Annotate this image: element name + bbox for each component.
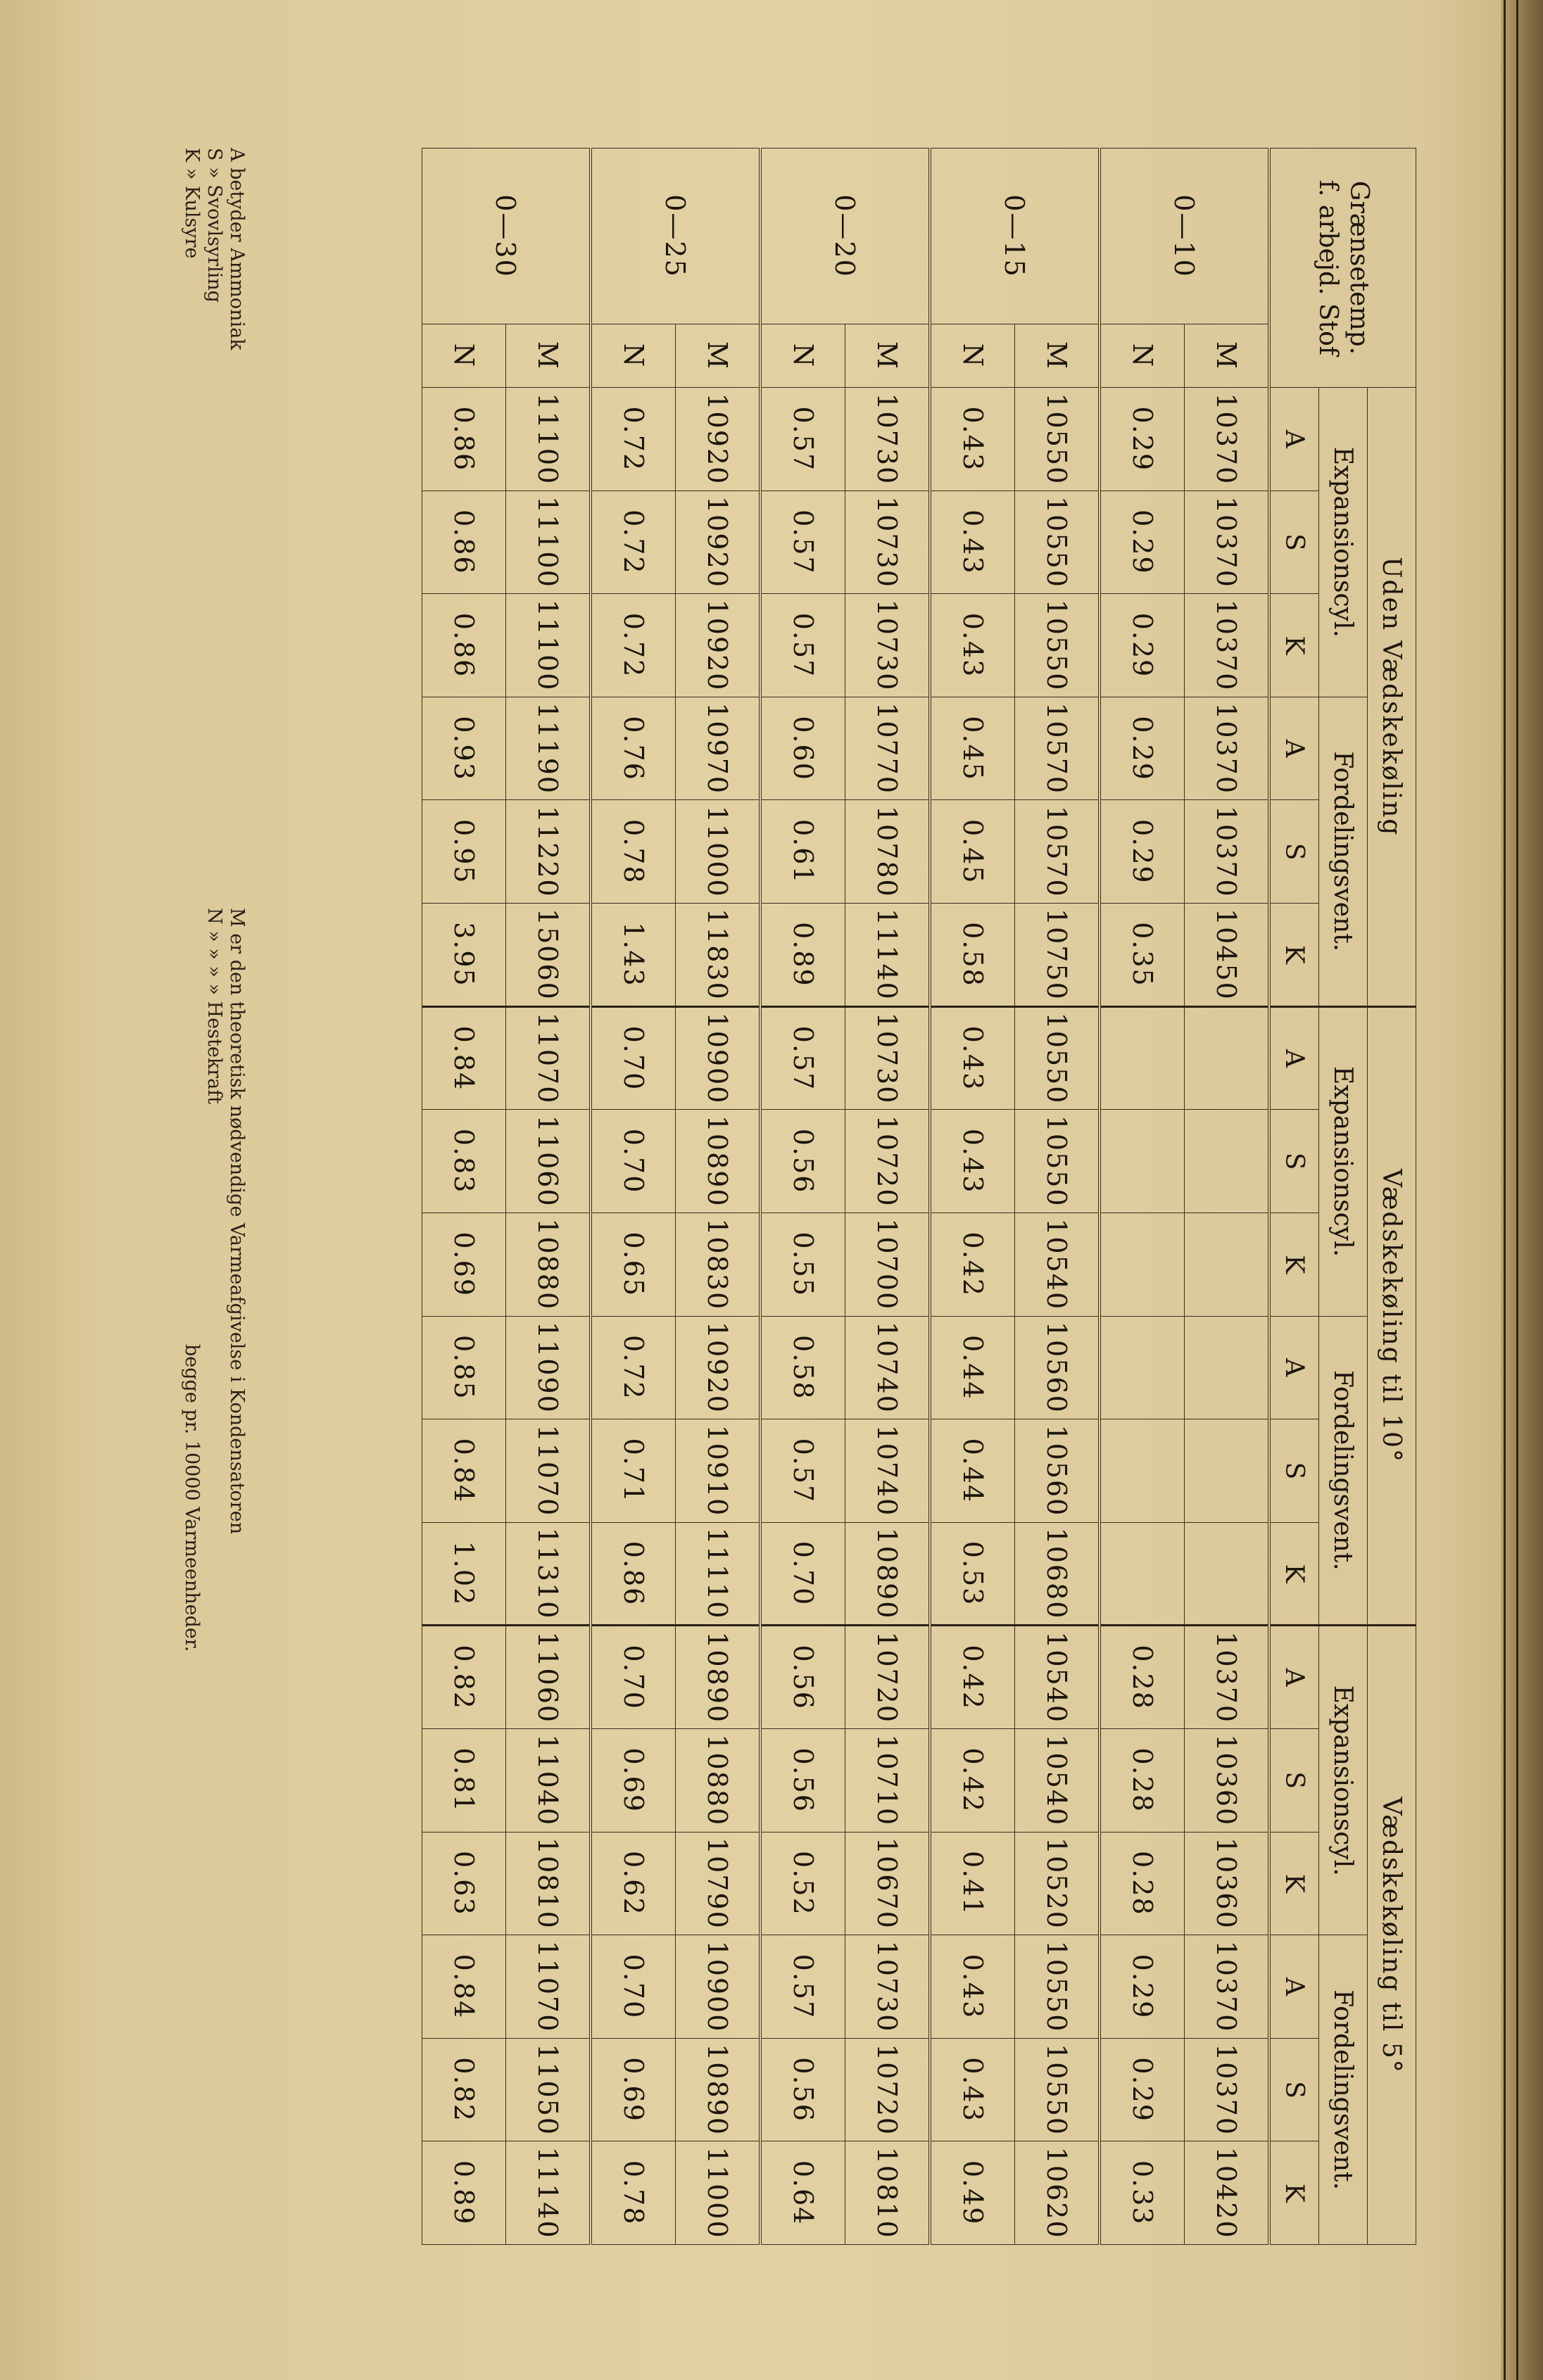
table-cell: 10730 <box>845 388 931 491</box>
table-cell: 0.43 <box>930 490 1015 594</box>
table-cell: 0.33 <box>1100 2141 1185 2245</box>
table-cell: 10740 <box>845 1419 931 1523</box>
table-cell: 0.43 <box>930 1006 1015 1110</box>
column-header: A <box>1269 697 1319 800</box>
row-type: M <box>1015 324 1100 388</box>
table-cell: 10880 <box>506 1213 591 1316</box>
table-cell: 10730 <box>845 1935 931 2039</box>
row-type: M <box>1185 324 1270 388</box>
table-cell: 10370 <box>1185 800 1270 904</box>
row-type: N <box>930 324 1015 388</box>
table-cell: 11060 <box>506 1110 591 1213</box>
table-cell: 10570 <box>1015 800 1100 904</box>
table-cell: 0.89 <box>760 904 845 1007</box>
table-cell: 10560 <box>1015 1316 1100 1419</box>
table-cell: 0.72 <box>591 594 676 697</box>
table-cell: 0.57 <box>760 1935 845 2039</box>
table-cell: 10620 <box>1015 2141 1100 2245</box>
table-cell: 0.44 <box>930 1419 1015 1523</box>
table-cell <box>1185 1522 1270 1626</box>
refrigeration-table <box>422 148 1416 2245</box>
table-cell: 0.57 <box>760 1419 845 1523</box>
table-cell: 0.70 <box>591 1626 676 1729</box>
corner-line: Grænsetemp. <box>1344 180 1373 355</box>
section-title: Uden Vædskekøling <box>1368 388 1416 1007</box>
legend-line: K » Kulsyre <box>181 148 203 259</box>
table-cell: 0.43 <box>930 2038 1015 2141</box>
table-row <box>845 148 931 2245</box>
table-cell: 0.42 <box>930 1626 1015 1729</box>
table-cell: 0.69 <box>591 1728 676 1832</box>
table-cell: 0.86 <box>591 1522 676 1626</box>
header-row-groups <box>1319 148 1368 2245</box>
table-cell: 0.84 <box>422 1935 506 2039</box>
table-cell: 0.57 <box>760 490 845 594</box>
table-cell: 10740 <box>845 1316 931 1419</box>
group-title: Fordelingsvent. <box>1319 697 1368 1006</box>
table-cell: 0.70 <box>591 1935 676 2039</box>
table-cell: 10370 <box>1185 594 1270 697</box>
table-cell: 0.43 <box>930 1110 1015 1213</box>
table-cell: 0.85 <box>422 1316 506 1419</box>
table-cell: 10890 <box>676 1626 761 1729</box>
table-cell: 0.35 <box>1100 904 1185 1007</box>
table-cell: 10550 <box>1015 388 1100 491</box>
table-cell: 11190 <box>506 697 591 800</box>
footnotes <box>135 148 248 2245</box>
table-cell: 0.65 <box>591 1213 676 1316</box>
table-cell: 15060 <box>506 904 591 1007</box>
table-cell: 0.83 <box>422 1110 506 1213</box>
temp-range: 0—30 <box>422 148 591 324</box>
table-cell: 11140 <box>845 904 931 1007</box>
table-cell: 0.57 <box>760 594 845 697</box>
column-header: K <box>1269 1213 1319 1316</box>
table-cell: 10550 <box>1015 594 1100 697</box>
table-cell: 0.56 <box>760 1626 845 1729</box>
table-cell: 0.52 <box>760 1832 845 1935</box>
table-cell: 10890 <box>845 1522 931 1626</box>
temp-range: 0—20 <box>760 148 930 324</box>
table-cell <box>1100 1419 1185 1523</box>
table-cell: 0.43 <box>930 594 1015 697</box>
table-cell: 0.28 <box>1100 1832 1185 1935</box>
table-cell: 10900 <box>676 1006 761 1110</box>
column-header: K <box>1269 904 1319 1007</box>
table-cell: 0.57 <box>760 388 845 491</box>
table-cell: 0.56 <box>760 1728 845 1832</box>
table-cell: 11110 <box>676 1522 761 1626</box>
note-both: begge pr. 10000 Varmeenheder. <box>181 1344 203 1652</box>
note-m: M er den theoretisk nødvendige Varmeafgivelse i Kondensatoren <box>226 908 248 1535</box>
table-cell: 0.29 <box>1100 388 1185 491</box>
table-cell: 0.71 <box>591 1419 676 1523</box>
table-cell: 11830 <box>676 904 761 1007</box>
table-cell: 0.62 <box>591 1832 676 1935</box>
table-cell: 10730 <box>845 594 931 697</box>
table-cell: 0.76 <box>591 697 676 800</box>
table-cell: 0.45 <box>930 697 1015 800</box>
table-cell: 10730 <box>845 490 931 594</box>
table-cell: 10540 <box>1015 1728 1100 1832</box>
table-cell: 10890 <box>676 2038 761 2141</box>
row-type: N <box>1100 324 1185 388</box>
column-header: S <box>1269 800 1319 904</box>
table-cell: 10830 <box>676 1213 761 1316</box>
column-header: K <box>1269 594 1319 697</box>
table-cell: 0.69 <box>422 1213 506 1316</box>
table-cell: 10720 <box>845 1110 931 1213</box>
column-header: S <box>1269 490 1319 594</box>
column-header: K <box>1269 2141 1319 2245</box>
table-cell <box>1100 1110 1185 1213</box>
section-title: Vædskekøling til 10° <box>1368 1006 1416 1626</box>
row-type: N <box>422 324 506 388</box>
table-cell: 0.43 <box>930 388 1015 491</box>
table-cell <box>1185 1110 1270 1213</box>
table-cell: 11000 <box>676 800 761 904</box>
table-sheet <box>181 148 1416 2245</box>
table-cell: 0.82 <box>422 1626 506 1729</box>
table-cell: 10810 <box>845 2141 931 2245</box>
table-cell: 11100 <box>506 594 591 697</box>
table-cell: 10670 <box>845 1832 931 1935</box>
table-row <box>676 148 761 2245</box>
table-cell: 0.29 <box>1100 800 1185 904</box>
row-type: M <box>676 324 761 388</box>
column-header: S <box>1269 1728 1319 1832</box>
table-cell: 0.55 <box>760 1213 845 1316</box>
table-cell: 0.63 <box>422 1832 506 1935</box>
table-cell: 1.02 <box>422 1522 506 1626</box>
table-cell: 10370 <box>1185 2038 1270 2141</box>
table-cell <box>1185 1316 1270 1419</box>
corner-header <box>1269 148 1416 388</box>
table-cell: 0.44 <box>930 1316 1015 1419</box>
table-cell: 10520 <box>1015 1832 1100 1935</box>
table-cell: 0.29 <box>1100 594 1185 697</box>
table-cell: 10560 <box>1015 1419 1100 1523</box>
table-cell: 10370 <box>1185 697 1270 800</box>
table-cell: 0.41 <box>930 1832 1015 1935</box>
table-cell: 10360 <box>1185 1832 1270 1935</box>
table-cell: 10880 <box>676 1728 761 1832</box>
table-row <box>422 148 506 2245</box>
table-cell: 10550 <box>1015 1110 1100 1213</box>
table-cell: 10810 <box>506 1832 591 1935</box>
row-type: N <box>591 324 676 388</box>
table-cell: 10550 <box>1015 2038 1100 2141</box>
table-cell: 0.70 <box>591 1110 676 1213</box>
table-cell: 0.56 <box>760 2038 845 2141</box>
group-title: Fordelingsvent. <box>1319 1316 1368 1626</box>
table-cell: 11070 <box>506 1419 591 1523</box>
table-cell <box>1100 1213 1185 1316</box>
table-cell: 10920 <box>676 490 761 594</box>
table-cell: 11000 <box>676 2141 761 2245</box>
table-cell: 10550 <box>1015 1006 1100 1110</box>
table-cell: 0.82 <box>422 2038 506 2141</box>
table-cell: 0.69 <box>591 2038 676 2141</box>
table-cell: 11070 <box>506 1006 591 1110</box>
note-n: N » » » » Hestekraft <box>203 908 225 1105</box>
table-cell: 0.53 <box>930 1522 1015 1626</box>
table-cell: 10570 <box>1015 697 1100 800</box>
table-cell: 0.43 <box>930 1935 1015 2039</box>
table-cell: 10970 <box>676 697 761 800</box>
column-header: A <box>1269 1006 1319 1110</box>
table-cell: 11310 <box>506 1522 591 1626</box>
legend-line: A betyder Ammoniak <box>226 148 248 350</box>
table-cell <box>1185 1213 1270 1316</box>
table-cell: 0.86 <box>422 388 506 491</box>
table-cell: 3.95 <box>422 904 506 1007</box>
table-cell: 10890 <box>676 1110 761 1213</box>
table-cell: 10730 <box>845 1006 931 1110</box>
table-cell: 0.84 <box>422 1006 506 1110</box>
column-header: A <box>1269 1935 1319 2039</box>
table-cell: 10360 <box>1185 1728 1270 1832</box>
table-cell: 11100 <box>506 490 591 594</box>
table-cell: 0.57 <box>760 1006 845 1110</box>
table-cell: 11220 <box>506 800 591 904</box>
table-cell: 0.95 <box>422 800 506 904</box>
table-cell: 11060 <box>506 1626 591 1729</box>
table-cell: 0.45 <box>930 800 1015 904</box>
table-cell: 10720 <box>845 1626 931 1729</box>
temp-range: 0—10 <box>1100 148 1269 324</box>
corner-line: f. arbejd. Stof <box>1314 179 1342 356</box>
table-cell: 0.29 <box>1100 1935 1185 2039</box>
table-cell: 0.78 <box>591 800 676 904</box>
legend <box>180 148 248 350</box>
table-cell: 0.56 <box>760 1110 845 1213</box>
table-row <box>1185 148 1270 2245</box>
table-cell: 10370 <box>1185 490 1270 594</box>
table-cell: 0.29 <box>1100 490 1185 594</box>
table-cell: 0.84 <box>422 1419 506 1523</box>
table-row <box>1100 148 1185 2245</box>
table-cell: 10370 <box>1185 1626 1270 1729</box>
header-row-columns <box>1269 148 1319 2245</box>
table-cell: 10780 <box>845 800 931 904</box>
table-cell: 0.64 <box>760 2141 845 2245</box>
table-cell: 10910 <box>676 1419 761 1523</box>
table-cell <box>1185 1419 1270 1523</box>
table-cell: 0.72 <box>591 1316 676 1419</box>
column-header: S <box>1269 1110 1319 1213</box>
column-header: A <box>1269 388 1319 491</box>
legend-line: S » Svovlsyrling <box>203 148 225 303</box>
table-cell: 10700 <box>845 1213 931 1316</box>
table-cell: 0.78 <box>591 2141 676 2245</box>
table-row <box>591 148 676 2245</box>
table-cell: 10370 <box>1185 1935 1270 2039</box>
row-type: N <box>760 324 845 388</box>
table-cell: 10900 <box>676 1935 761 2039</box>
table-cell: 0.42 <box>930 1213 1015 1316</box>
table-cell: 11100 <box>506 388 591 491</box>
table-cell: 0.60 <box>760 697 845 800</box>
column-header: S <box>1269 2038 1319 2141</box>
table-cell: 10420 <box>1185 2141 1270 2245</box>
table-cell: 0.28 <box>1100 1626 1185 1729</box>
table-cell <box>1100 1522 1185 1626</box>
table-cell: 0.58 <box>760 1316 845 1419</box>
table-cell <box>1100 1316 1185 1419</box>
table-cell: 0.81 <box>422 1728 506 1832</box>
table-cell: 0.28 <box>1100 1728 1185 1832</box>
note <box>180 908 248 1652</box>
table-cell: 10540 <box>1015 1213 1100 1316</box>
group-title: Expansionscyl. <box>1319 388 1368 697</box>
table-cell: 0.72 <box>591 388 676 491</box>
table-cell: 0.58 <box>930 904 1015 1007</box>
table-cell: 10370 <box>1185 388 1270 491</box>
table-cell: 10770 <box>845 697 931 800</box>
group-title: Expansionscyl. <box>1319 1006 1368 1316</box>
table-cell: 0.29 <box>1100 2038 1185 2141</box>
section-title: Vædskekøling til 5° <box>1368 1626 1416 2245</box>
table-cell: 11140 <box>506 2141 591 2245</box>
row-type: M <box>845 324 931 388</box>
table-row <box>760 148 845 2245</box>
column-header: K <box>1269 1832 1319 1935</box>
table-cell <box>1100 1006 1185 1110</box>
table-cell: 0.86 <box>422 490 506 594</box>
table-cell: 0.89 <box>422 2141 506 2245</box>
table-cell: 0.70 <box>591 1006 676 1110</box>
column-header: A <box>1269 1626 1319 1729</box>
temp-range: 0—25 <box>591 148 760 324</box>
group-title: Expansionscyl. <box>1319 1626 1368 1935</box>
column-header: A <box>1269 1316 1319 1419</box>
column-header: S <box>1269 1419 1319 1523</box>
table-cell: 10720 <box>845 2038 931 2141</box>
table-cell: 0.86 <box>422 594 506 697</box>
table-cell: 10550 <box>1015 490 1100 594</box>
table-cell: 11070 <box>506 1935 591 2039</box>
header-row-sections <box>1368 148 1416 2245</box>
group-title: Fordelingsvent. <box>1319 1935 1368 2245</box>
column-header: K <box>1269 1522 1319 1626</box>
table-cell: 10680 <box>1015 1522 1100 1626</box>
table-cell: 10750 <box>1015 904 1100 1007</box>
table-cell: 11050 <box>506 2038 591 2141</box>
temp-range: 0—15 <box>930 148 1100 324</box>
table-row <box>1015 148 1100 2245</box>
table-cell: 11090 <box>506 1316 591 1419</box>
table-cell: 10920 <box>676 388 761 491</box>
table-cell: 1.43 <box>591 904 676 1007</box>
table-cell: 10450 <box>1185 904 1270 1007</box>
table-cell: 10710 <box>845 1728 931 1832</box>
table-cell: 0.29 <box>1100 697 1185 800</box>
row-type: M <box>506 324 591 388</box>
table-cell: 0.49 <box>930 2141 1015 2245</box>
table-cell: 10550 <box>1015 1935 1100 2039</box>
table-cell: 10790 <box>676 1832 761 1935</box>
table-cell: 11040 <box>506 1728 591 1832</box>
table-cell: 0.93 <box>422 697 506 800</box>
table-cell: 0.72 <box>591 490 676 594</box>
table-row <box>930 148 1015 2245</box>
table-cell: 10540 <box>1015 1626 1100 1729</box>
table-cell: 10920 <box>676 594 761 697</box>
table-cell: 10920 <box>676 1316 761 1419</box>
table-row <box>506 148 591 2245</box>
table-cell <box>1185 1006 1270 1110</box>
table-cell: 0.61 <box>760 800 845 904</box>
table-cell: 0.70 <box>760 1522 845 1626</box>
table-cell: 0.42 <box>930 1728 1015 1832</box>
